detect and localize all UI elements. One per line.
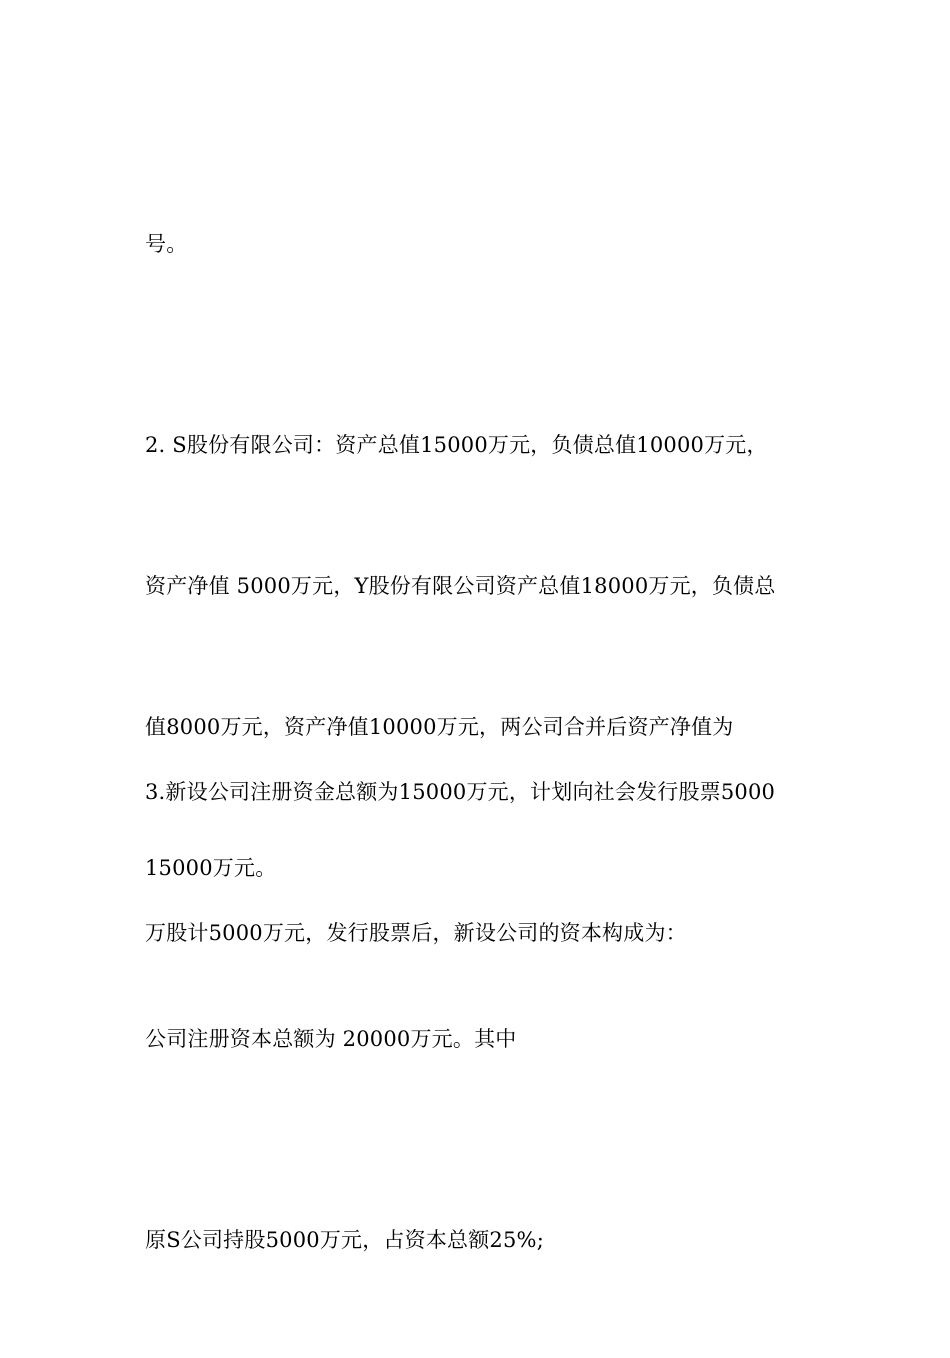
text-line: 3.新设公司注册资金总额为15000万元，计划向社会发行股票5000 (145, 780, 776, 804)
text-line: 2. S股份有限公司：资产总值15000万元，负债总值10000万元， (145, 433, 768, 457)
paragraph-continuation (145, 127, 810, 362)
paragraph-registered-capital (145, 922, 810, 1157)
text-line: 值8000万元，资产净值10000万元，两公司合并后资产净值为 (145, 715, 734, 739)
text-line: 号。 (145, 232, 188, 256)
text-line: 公司注册资本总额为 20000万元。其中 (145, 1027, 517, 1051)
paragraph-shareholding (145, 1123, 810, 1358)
text-line: 万股计5000万元，发行股票后，新设公司的资本构成为： (145, 921, 687, 945)
text-line: 15000万元。 (145, 856, 277, 880)
text-line: 原S公司持股5000万元，占资本总额25%; (145, 1228, 544, 1252)
text-line: 资产净值 5000万元，Y股份有限公司资产总值18000万元，负债总 (145, 574, 776, 598)
